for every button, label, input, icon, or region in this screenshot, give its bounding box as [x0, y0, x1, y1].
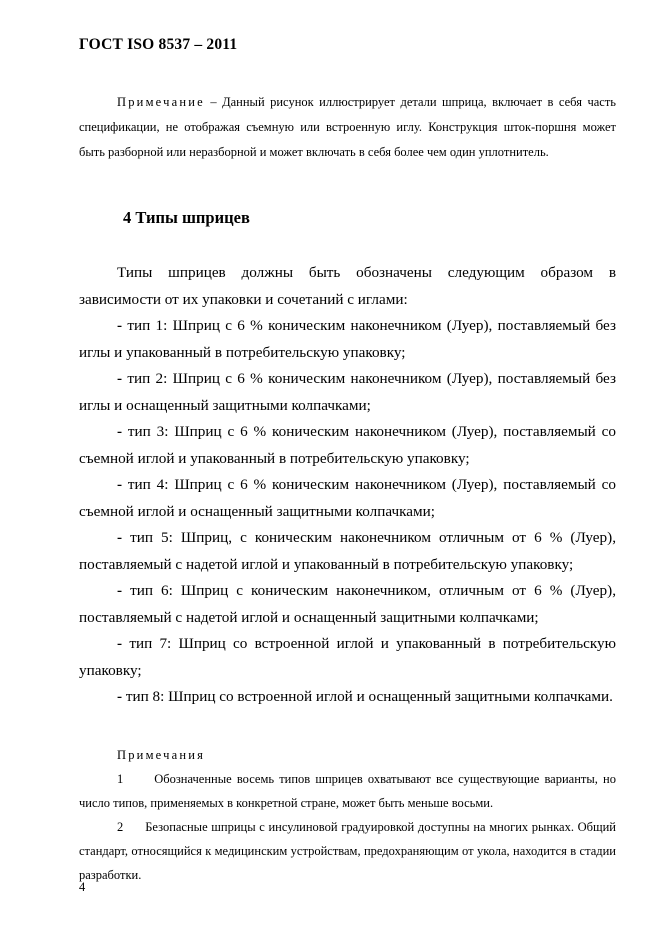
list-item [79, 578, 616, 631]
note-top [79, 90, 616, 165]
note-text: Безопасные шприцы с инсулиновой градуировкой доступны на многих рынках. Общий стандарт, относящийся к медицинским устройствам, предохраняющим от укола, находится в стадии разработки. [79, 820, 616, 882]
list-dash: - [117, 635, 130, 652]
list-item-text: тип 1: Шприц с 6 % коническим наконечником (Луер), поставляемый без иглы и упакованный в потребительскую упаковку; [79, 317, 616, 361]
list-item-text: тип 6: Шприц с коническим наконечником, отличным от 6 % (Луер), поставляемый с надетой иглой и оснащенный защитными колпачками; [79, 582, 616, 626]
standard-header: ГОСТ ISO 8537 – 2011 [79, 36, 238, 53]
list-item [79, 684, 616, 711]
section-body [79, 260, 616, 711]
list-item [79, 525, 616, 578]
note-top-paragraph [79, 90, 616, 165]
list-item [79, 631, 616, 684]
list-item-text: тип 7: Шприц со встроенной иглой и упакованный в потребительскую упаковку; [79, 635, 617, 679]
note-number: 2 [117, 820, 124, 834]
list-dash: - [117, 370, 128, 387]
list-item-text: тип 8: Шприц со встроенной иглой и оснащенный защитными колпачками. [125, 688, 613, 705]
list-item [79, 419, 616, 472]
note-number: 1 [117, 772, 124, 786]
list-item [79, 313, 616, 366]
list-dash: - [117, 317, 128, 334]
list-dash: - [117, 423, 128, 440]
list-dash: - [117, 582, 131, 599]
list-item-text: тип 4: Шприц с 6 % коническим наконечником (Луер), поставляемый со съемной иглой и оснащенный защитными колпачками; [79, 476, 617, 520]
note-item [79, 815, 616, 887]
list-item [79, 366, 616, 419]
list-item [79, 472, 616, 525]
page-number: 4 [79, 880, 86, 894]
section-title: 4 Типы шприцев [123, 208, 250, 227]
list-dash: - [117, 529, 131, 546]
list-item-text: тип 3: Шприц с 6 % коническим наконечником (Луер), поставляемый со съемной иглой и упакованный в потребительскую упаковку; [79, 423, 617, 467]
note-top-text: – Данный рисунок иллюстрирует детали шприца, включает в себя часть спецификации, не отображая съемную или встроенную иглу. Конструкция шток-поршня может быть разборной или неразборной и может включать в себя более чем один уплотнитель. [79, 95, 616, 159]
note-item [79, 767, 616, 815]
list-item-text: тип 2: Шприц с 6 % коническим наконечником (Луер), поставляемый без иглы и оснащенный защитными колпачками; [79, 370, 616, 414]
list-dash: - [117, 476, 128, 493]
note-text: Обозначенные восемь типов шприцев охватывают все существующие варианты, но число типов, применяемых в конкретной стране, может быть меньше восьми. [79, 772, 616, 810]
section-intro: Типы шприцев должны быть обозначены следующим образом в зависимости от их упаковки и сочетаний с иглами: [79, 264, 616, 308]
notes-bottom [79, 743, 616, 887]
list-dash: - [117, 688, 126, 705]
list-item-text: тип 5: Шприц, с коническим наконечником отличным от 6 % (Луер), поставляемый с надетой иглой и упакованный в потребительскую упаковку; [79, 529, 616, 573]
notes-bottom-label: Примечания [117, 748, 206, 762]
note-top-label: Примечание [117, 95, 205, 109]
